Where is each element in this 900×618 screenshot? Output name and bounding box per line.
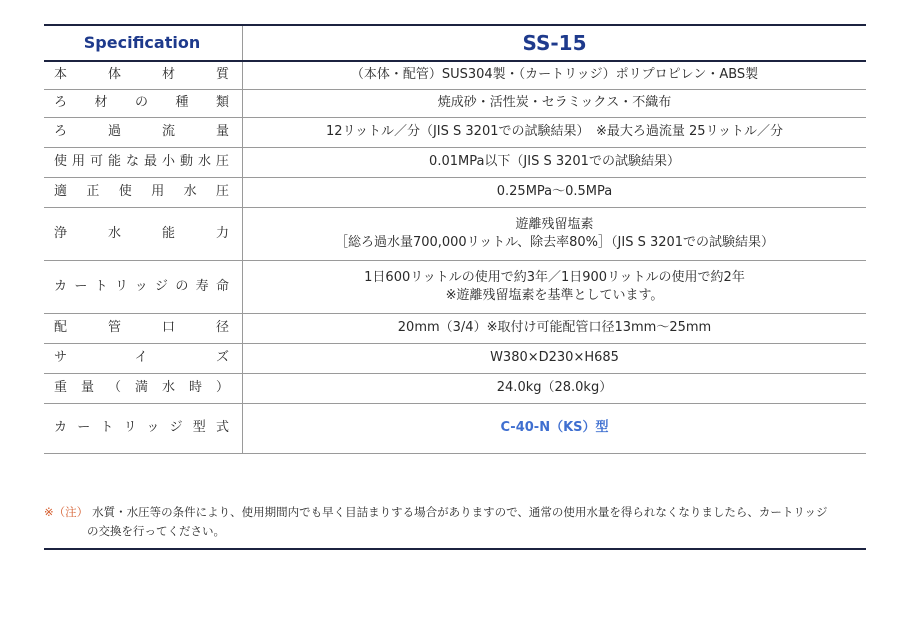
row-label: 浄水能力: [54, 225, 230, 241]
table-row: [44, 177, 866, 207]
table-row: [44, 343, 866, 373]
row-label: カートリッジ型式: [54, 420, 230, 435]
value-line: ［総ろ過水量700,000リットル、除去率80%］（JIS S 3201での試験結果）: [334, 234, 775, 250]
row-label: カートリッジの寿命: [54, 278, 230, 294]
row-value: 20mm（3/4）※取付け可能配管口径13mm〜25mm: [243, 313, 867, 343]
row-value: [243, 260, 867, 313]
footnote-line: [44, 503, 866, 522]
row-label: サイズ: [54, 350, 230, 365]
value-line: 1日600リットルの使用で約3年／1日900リットルの使用で約2年: [364, 269, 745, 285]
row-label: ろ材の種類: [54, 95, 230, 110]
table-row: [44, 61, 866, 89]
table-row: [44, 373, 866, 403]
row-value: W380×D230×H685: [243, 343, 867, 373]
row-value: 12リットル／分（JIS S 3201での試験結果） ※最大ろ過流量 25リットル／分: [243, 117, 867, 147]
bottom-rule: [44, 548, 866, 550]
value-line: 遊離残留塩素: [515, 216, 594, 232]
table-row: [44, 313, 866, 343]
row-label-cell: [44, 61, 243, 89]
row-label-cell: [44, 117, 243, 147]
row-label-cell: [44, 373, 243, 403]
row-label-cell: [44, 207, 243, 260]
row-label-cell: [44, 260, 243, 313]
row-label-cell: [44, 313, 243, 343]
row-value: 0.25MPa〜0.5MPa: [243, 177, 867, 207]
row-label-cell: [44, 89, 243, 117]
footnote-mark: ※（注）: [44, 505, 89, 519]
row-label: 配管口径: [54, 320, 230, 335]
model-name: SS-15: [243, 25, 867, 61]
specification-heading: Specification: [83, 33, 201, 52]
row-label: 重量（満水時）: [54, 380, 230, 395]
table-row: [44, 207, 866, 260]
table-header-row: [44, 25, 866, 61]
row-value: [243, 207, 867, 260]
row-label-cell: [44, 147, 243, 177]
header-label-cell: [44, 25, 243, 61]
row-label-cell: [44, 403, 243, 453]
row-value: 0.01MPa以下（JIS S 3201での試験結果）: [243, 147, 867, 177]
row-label: 本体材質: [54, 67, 230, 83]
row-label: ろ過流量: [54, 124, 230, 139]
table-row: [44, 117, 866, 147]
value-line: ※遊離残留塩素を基準としています。: [445, 287, 664, 303]
row-label-cell: [44, 177, 243, 207]
row-value: 焼成砂・活性炭・セラミックス・不織布: [243, 89, 867, 117]
footnote-text: 水質・水圧等の条件により、使用期間内でも早く目詰まりする場合がありますので、通常の使用水量を得られなくなりましたら、カートリッジ: [92, 505, 828, 519]
footnote-continuation: の交換を行ってください。: [87, 524, 225, 538]
row-label: 使用可能な最小動水圧: [54, 154, 230, 169]
row-value: 24.0kg（28.0kg）: [243, 373, 867, 403]
row-label-cell: [44, 343, 243, 373]
table-row: [44, 147, 866, 177]
row-label: 適正使用水圧: [54, 184, 230, 199]
row-value: （本体・配管）SUS304製・（カートリッジ）ポリプロピレン・ABS製: [243, 61, 867, 89]
specification-table: [44, 24, 866, 454]
table-row: [44, 89, 866, 117]
footnote: [44, 503, 866, 541]
cartridge-type-value: C-40-N（KS）型: [243, 403, 867, 453]
table-row: [44, 260, 866, 313]
table-row: [44, 403, 866, 453]
